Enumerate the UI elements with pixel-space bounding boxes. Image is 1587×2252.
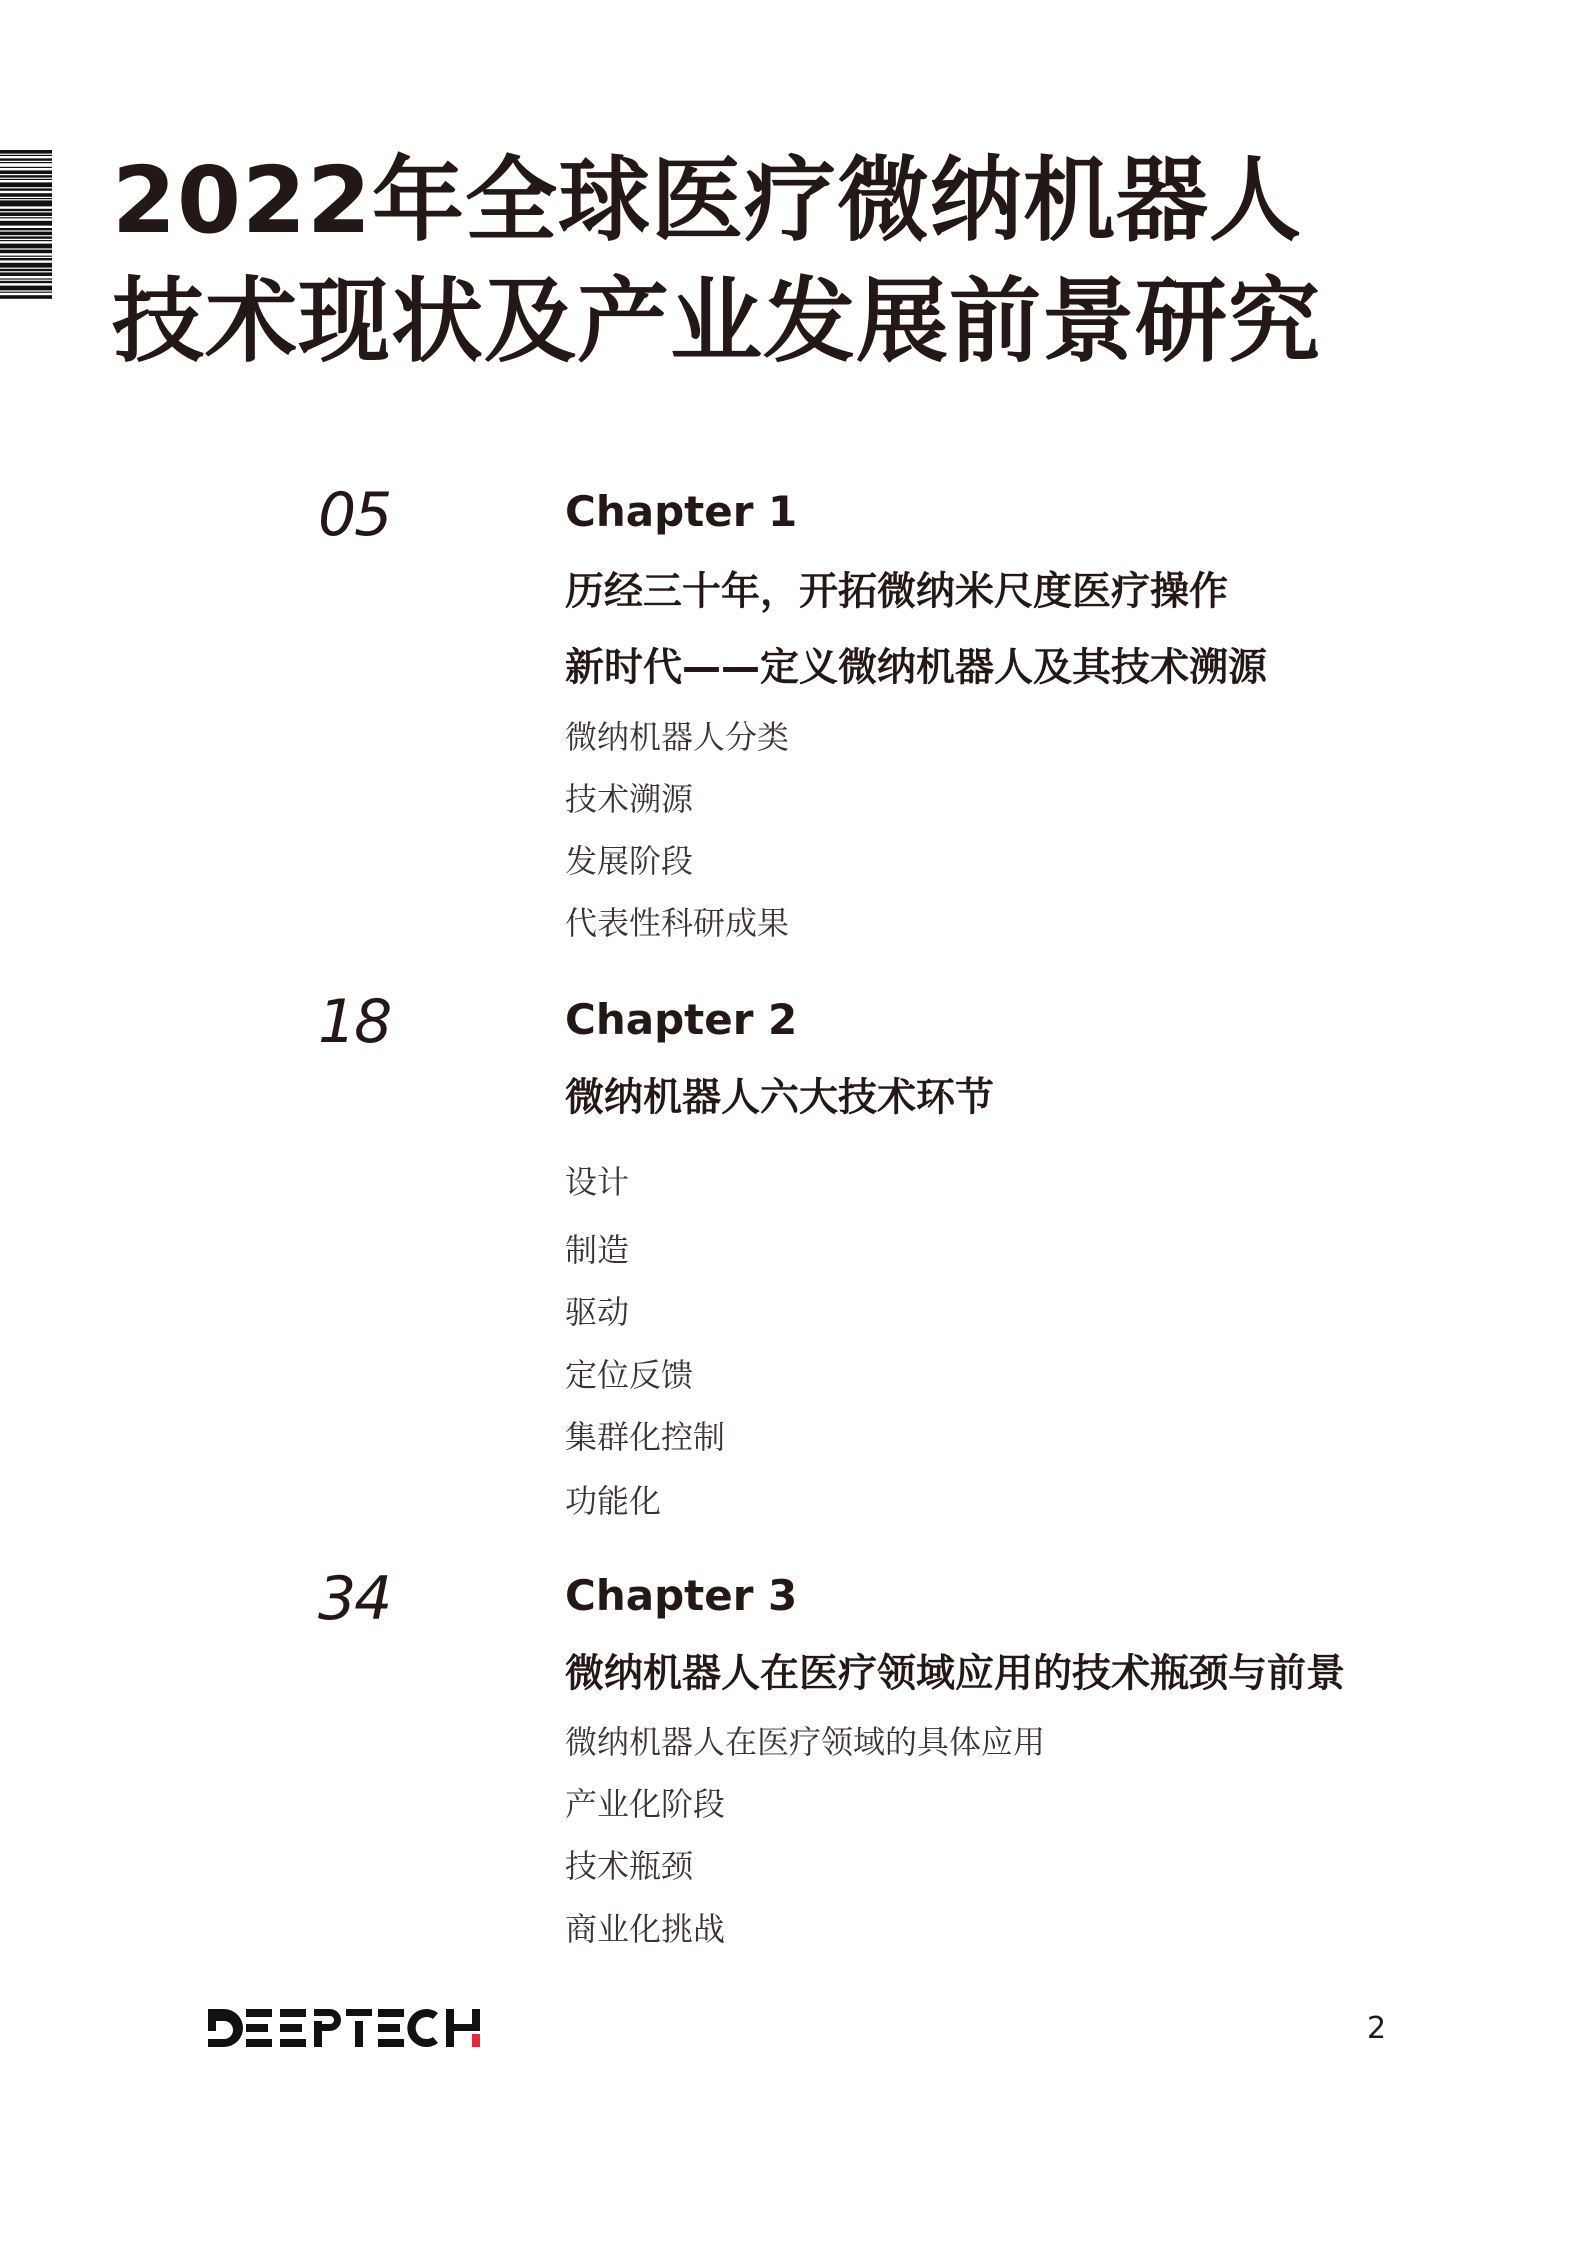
barcode-stripe bbox=[0, 188, 52, 190]
barcode-stripe bbox=[0, 232, 52, 236]
barcode-stripe bbox=[0, 272, 52, 276]
toc-item: 产业化阶段 bbox=[565, 1785, 726, 1823]
barcode-stripe bbox=[0, 295, 52, 299]
barcode-stripe bbox=[0, 269, 52, 271]
document-title-line2: 技术现状及产业发展前景研究 bbox=[112, 268, 1322, 375]
chapter-3-page: 34 bbox=[318, 1564, 391, 1634]
toc-item: 功能化 bbox=[565, 1482, 662, 1520]
document-title-line1: 2022年全球医疗微纳机器人 bbox=[112, 147, 1303, 254]
chapter-2-heading: 微纳机器人六大技术环节 bbox=[565, 1075, 995, 1121]
barcode-stripe bbox=[0, 198, 52, 199]
toc-item: 技术溯源 bbox=[565, 780, 694, 818]
barcode-stripe bbox=[0, 212, 52, 216]
barcode-stripe bbox=[0, 200, 52, 206]
barcode-stripe bbox=[0, 281, 52, 283]
barcode-stripe bbox=[0, 228, 52, 230]
barcode-stripe bbox=[0, 150, 52, 154]
barcode-stripe bbox=[0, 167, 52, 168]
barcode-stripe bbox=[0, 162, 52, 163]
chapter-1-heading: 历经三十年，开拓微纳米尺度医疗操作 bbox=[565, 569, 1229, 615]
barcode-stripe bbox=[0, 170, 52, 174]
toc-item: 微纳机器人分类 bbox=[565, 718, 790, 756]
barcode-stripe bbox=[0, 209, 52, 211]
barcode-stripe bbox=[0, 236, 52, 238]
barcode-stripe bbox=[0, 193, 52, 197]
chapter-2-label: Chapter 2 bbox=[565, 995, 798, 1044]
toc-item: 发展阶段 bbox=[565, 842, 694, 880]
barcode-stripe bbox=[0, 244, 52, 249]
barcode-stripe bbox=[0, 158, 52, 160]
chapter-1-label: Chapter 1 bbox=[565, 487, 798, 536]
barcode-decoration bbox=[0, 150, 52, 382]
chapter-3-heading: 微纳机器人在医疗领域应用的技术瓶颈与前景 bbox=[565, 1651, 1346, 1697]
barcode-stripe bbox=[0, 286, 52, 291]
barcode-stripe bbox=[0, 240, 52, 241]
barcode-stripe bbox=[0, 258, 52, 260]
toc-item: 代表性科研成果 bbox=[565, 904, 790, 942]
barcode-stripe bbox=[0, 217, 52, 218]
barcode-stripe bbox=[0, 155, 52, 156]
barcode-stripe bbox=[0, 175, 52, 177]
toc-item: 驱动 bbox=[565, 1293, 630, 1331]
barcode-stripe bbox=[0, 250, 52, 254]
barcode-stripe bbox=[0, 256, 52, 257]
toc-item: 定位反馈 bbox=[565, 1356, 694, 1394]
barcode-stripe bbox=[0, 182, 52, 187]
barcode-stripe bbox=[0, 278, 52, 279]
chapter-3-label: Chapter 3 bbox=[565, 1571, 798, 1620]
chapter-1-page: 05 bbox=[318, 480, 391, 550]
toc-item: 微纳机器人在医疗领域的具体应用 bbox=[565, 1723, 1046, 1761]
deeptech-logo bbox=[206, 2005, 481, 2055]
barcode-stripe bbox=[0, 179, 52, 180]
toc-item: 设计 bbox=[565, 1163, 630, 1201]
barcode-stripe bbox=[0, 263, 52, 268]
toc-item: 商业化挑战 bbox=[565, 1910, 726, 1948]
barcode-stripe bbox=[0, 221, 52, 226]
chapter-2-page: 18 bbox=[318, 987, 391, 1057]
toc-item: 集群化控制 bbox=[565, 1418, 726, 1456]
toc-item: 技术瓶颈 bbox=[565, 1847, 694, 1885]
barcode-stripe bbox=[0, 292, 52, 293]
page-number: 2 bbox=[1367, 2011, 1387, 2046]
chapter-1-heading: 新时代——定义微纳机器人及其技术溯源 bbox=[565, 645, 1268, 691]
toc-item: 制造 bbox=[565, 1231, 630, 1269]
